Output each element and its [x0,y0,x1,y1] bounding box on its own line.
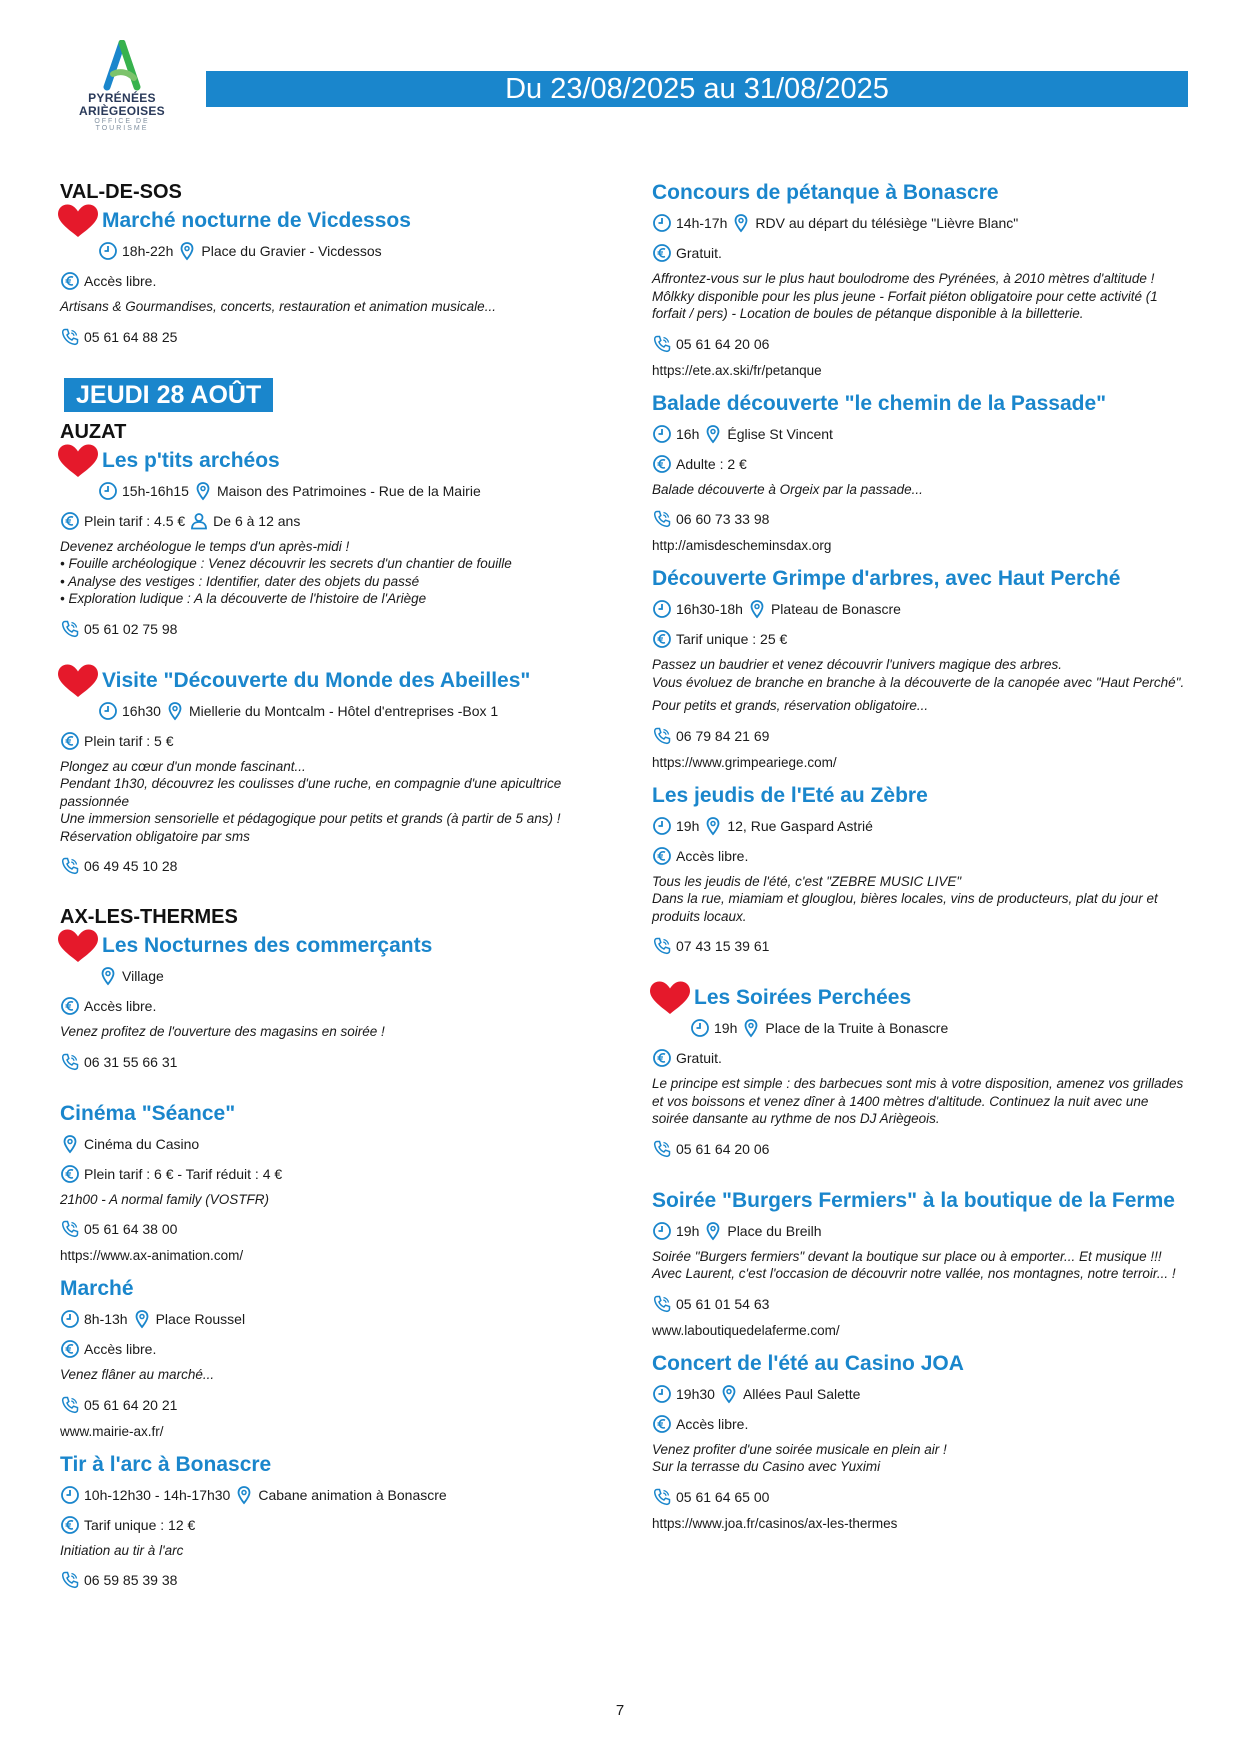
euro-icon [652,1048,672,1068]
right-column [652,178,1212,1542]
event-link[interactable]: www.mairie-ax.fr/ [60,1423,164,1439]
phone-icon [652,726,672,746]
description-line: passionnée [60,793,130,809]
event-title: Tir à l'arc à Bonascre [60,1452,272,1476]
phone-icon [652,1294,672,1314]
phone-icon [60,1395,80,1415]
event-place: Plateau de Bonascre [770,601,901,617]
location-pin-icon [703,816,723,836]
event-price: Gratuit. [676,245,722,261]
description-line: Une immersion sensorielle et pédagogique pour petits et grands (à partir de 5 ans) ! [60,811,561,826]
event-phone[interactable]: 07 43 15 39 61 [676,938,770,954]
description-line: forfait / pers) - Location de boules de pétanque disponible à la billetterie. [652,306,1084,321]
event-link[interactable]: http://amisdescheminsdax.org [652,538,832,553]
event-card [652,1349,1212,1536]
event-place: RDV au départ du télésiège "Lièvre Blanc" [755,215,1019,231]
date-heading: JEUDI 28 AOÛT [64,378,273,412]
event-price: Adulte : 2 € [676,455,747,472]
clock-icon [98,241,118,261]
event-phone[interactable]: 06 49 45 10 28 [84,858,178,874]
event-price: Accès libre. [676,1415,749,1432]
event-title: Soirée "Burgers Fermiers" à la boutique de la Ferme [652,1188,1175,1212]
event-description [60,538,620,608]
event-price: Accès libre. [676,847,749,864]
clock-icon [652,816,672,836]
event-title: Concert de l'été au Casino JOA [652,1351,964,1375]
date-range-banner: Du 23/08/2025 au 31/08/2025 [206,71,1188,107]
event-title: Les Soirées Perchées [694,986,912,1009]
description-line: Tous les jeudis de l'été, c'est "ZEBRE MUSIC LIVE" [652,873,962,889]
event-title: Marché [60,1277,134,1300]
description-line: Soirée "Burgers fermiers" devant la boutique sur place ou à emporter... Et musique !!! [652,1248,1162,1264]
event-place: Place du Gravier - Vicdessos [201,243,382,259]
phone-icon [60,1052,80,1072]
commune-heading: VAL-DE-SOS [60,181,182,203]
event-place: Place du Breilh [727,1222,822,1239]
event-price: Plein tarif : 4.5 € [84,512,186,529]
clock-icon [60,1485,80,1505]
event-description: Venez flâner au marché... [60,1367,215,1382]
euro-icon [60,996,80,1016]
location-pin-icon [703,424,723,444]
event-card [60,1450,620,1596]
clock-icon [98,701,118,721]
event-price: Gratuit. [676,1050,722,1066]
event-card [652,389,1212,559]
age-user-icon [189,511,209,531]
event-time: 10h-12h30 - 14h-17h30 [84,1486,231,1503]
event-description [652,1441,1212,1476]
event-card [60,446,620,644]
euro-icon [60,271,80,291]
location-pin-icon [703,1221,723,1241]
euro-icon [652,1414,672,1434]
euro-icon [652,243,672,263]
left-column [60,178,620,1601]
description-line: Môlkky disponible pour les plus jeune - Forfait piéton obligatoire pour cette activité (1 [652,288,1158,304]
event-description: Artisans & Gourmandises, concerts, restauration et animation musicale... [60,299,496,314]
event-description [652,1075,1212,1128]
phone-icon [60,856,80,876]
event-phone[interactable]: 05 61 64 20 06 [676,335,770,352]
clock-icon [652,424,672,444]
event-time: 19h [714,1020,738,1036]
event-title: Visite "Découverte du Monde des Abeilles" [102,668,531,692]
event-card [652,1186,1212,1343]
description-line: Venez profiter d'une soirée musicale en plein air ! [652,1441,947,1457]
event-description [652,270,1212,323]
description-line: Sur la terrasse du Casino avec Yuximi [652,1459,881,1474]
euro-icon [652,454,672,474]
event-phone[interactable]: 05 61 01 54 63 [676,1295,770,1312]
clock-icon [652,1221,672,1241]
event-card [60,931,620,1077]
event-description [652,873,1212,926]
event-phone[interactable]: 06 59 85 39 38 [84,1572,178,1588]
logo-line-3: OFFICE DE TOURISME [94,118,150,132]
event-description: 21h00 - A normal family (VOSTFR) [60,1191,270,1207]
event-place: Village [122,968,164,984]
favorite-heart-icon [56,663,100,699]
event-price: Accès libre. [84,998,157,1014]
event-phone[interactable]: 05 61 64 20 06 [676,1140,770,1157]
event-description: Venez profitez de l'ouverture des magasins en soirée ! [60,1024,385,1039]
description-line: et vos boissons et venez dîner à 1400 mètres d'altitude. Continuez la nuit avec une [652,1093,1149,1109]
favorite-heart-icon [56,203,100,239]
clock-icon [652,599,672,619]
phone-icon [60,1570,80,1590]
event-description: Pour petits et grands, réservation obligatoire... [652,698,929,713]
event-time: 15h-16h15 [122,482,189,499]
clock-icon [690,1018,710,1038]
logo-line-1: PYRÉNÉES [88,91,156,105]
event-phone[interactable]: 06 60 73 33 98 [676,511,770,527]
page-number: 7 [615,1702,625,1719]
event-link[interactable]: https://www.grimpeariege.com/ [652,754,837,770]
commune-heading: AUZAT [60,420,127,443]
event-phone[interactable]: 05 61 02 75 98 [84,620,178,637]
logo-mark-icon [99,40,145,92]
event-description [60,758,620,846]
description-line: • Exploration ludique : A la découverte de l'histoire de l'Ariège [60,591,427,606]
event-title: Balade découverte "le chemin de la Passade" [652,391,1107,415]
event-title: Les Nocturnes des commerçants [102,934,433,957]
event-phone[interactable]: 06 31 55 66 31 [84,1053,178,1070]
event-title: Concours de pétanque à Bonascre [652,181,999,204]
event-place: Miellerie du Montcalm - Hôtel d'entreprises -Box 1 [188,702,499,719]
event-age: De 6 à 12 ans [213,512,301,529]
location-pin-icon [165,701,185,721]
event-price: Tarif unique : 12 € [84,1516,196,1533]
event-description: Balade découverte à Orgeix par la passade... [652,481,923,497]
event-time: 8h-13h [84,1311,128,1327]
location-pin-icon [98,966,118,986]
event-place: Place Roussel [155,1311,246,1327]
event-description [652,1248,1212,1283]
event-time: 19h [676,817,700,834]
euro-icon [60,1164,80,1184]
event-description [652,656,1212,691]
event-card [652,564,1212,775]
description-line: • Analyse des vestiges : Identifier, dater des objets du passé [60,573,420,589]
event-card [652,983,1212,1164]
event-link[interactable]: www.laboutiquedelaferme.com/ [652,1322,840,1338]
description-line: Dans la rue, miamiam et glouglou, bières locales, vins de producteurs, plat du jour et [652,891,1158,906]
event-place: Cinéma du Casino [84,1135,200,1152]
commune-heading: AX-LES-THERMES [60,906,238,928]
event-place: Maison des Patrimoines - Rue de la Mairie [216,482,481,499]
event-card [652,781,1212,962]
clock-icon [652,1384,672,1404]
location-pin-icon [731,213,751,233]
event-price: Accès libre. [84,1341,157,1357]
event-description: Initiation au tir à l'arc [60,1542,184,1558]
event-link[interactable]: https://www.joa.fr/casinos/ax-les-thermes [652,1515,898,1531]
event-price: Plein tarif : 5 € [84,732,174,749]
description-line: Affrontez-vous sur le plus haut boulodrome des Pyrénées, à 2010 mètres d'altitude ! [652,271,1155,286]
phone-icon [652,1487,672,1507]
description-line: • Fouille archéologique : Venez découvrir les secrets d'un chantier de fouille [60,556,512,571]
event-title: Marché nocturne de Vicdessos [102,209,411,232]
event-place: Allées Paul Salette [742,1385,861,1402]
event-place: 12, Rue Gaspard Astrié [727,817,873,834]
clock-icon [98,481,118,501]
description-line: Vous évoluez de branche en branche à la découverte de la canopée avec "Haut Perché". [652,674,1185,690]
event-card [60,1274,620,1444]
event-time: 19h [676,1222,700,1239]
phone-icon [60,619,80,639]
clock-icon [652,213,672,233]
location-pin-icon [747,599,767,619]
phone-icon [652,334,672,354]
event-place: Cabane animation à Bonascre [258,1486,447,1503]
event-phone[interactable]: 05 61 64 20 21 [84,1396,178,1413]
euro-icon [60,511,80,531]
description-line: Réservation obligatoire par sms [60,828,250,844]
description-line: Plongez au cœur d'un monde fascinant... [60,758,306,774]
phone-icon [652,1139,672,1159]
description-line: produits locaux. [652,908,747,924]
phone-icon [652,509,672,529]
description-line: Le principe est simple : des barbecues sont mis à votre disposition, amenez vos grillades [652,1076,1184,1091]
event-price: Tarif unique : 25 € [676,631,788,647]
phone-icon [60,327,80,347]
euro-icon [652,629,672,649]
location-pin-icon [60,1134,80,1154]
event-price: Plein tarif : 6 € - Tarif réduit : 4 € [84,1165,283,1182]
location-pin-icon [132,1309,152,1329]
location-pin-icon [741,1018,761,1038]
event-title: Découverte Grimpe d'arbres, avec Haut Perché [652,567,1121,590]
event-link[interactable]: https://www.ax-animation.com/ [60,1248,244,1263]
event-phone[interactable]: 05 61 64 88 25 [84,328,178,345]
event-time: 16h [676,425,700,442]
favorite-heart-icon [56,443,100,479]
description-line: soirée dansante au rythme de nos DJ Ariègeois. [652,1111,940,1126]
event-time: 16h30-18h [676,601,743,617]
clock-icon [60,1309,80,1329]
event-title: Les p'tits archéos [102,448,280,472]
event-title: Les jeudis de l'Eté au Zèbre [652,783,928,807]
euro-icon [60,1515,80,1535]
euro-icon [652,846,672,866]
event-card [60,1099,620,1269]
description-line: Pendant 1h30, découvrez les coulisses d'une ruche, en compagnie d'une apicultrice [60,776,562,791]
event-card [60,666,620,882]
event-place: Église St Vincent [727,425,833,442]
event-card [60,206,620,352]
location-pin-icon [234,1485,254,1505]
description-line: Avec Laurent, c'est l'occasion de découvrir notre vallée, nos montagnes, notre terroir... ! [652,1266,1176,1281]
favorite-heart-icon [56,928,100,964]
event-phone[interactable]: 06 79 84 21 69 [676,727,770,744]
event-link[interactable]: https://ete.ax.ski/fr/petanque [652,362,822,378]
event-place: Place de la Truite à Bonascre [765,1020,949,1036]
logo [72,40,172,140]
favorite-heart-icon [648,980,692,1016]
event-title: Cinéma "Séance" [60,1101,236,1125]
event-price: Accès libre. [84,273,157,289]
description-line: Devenez archéologue le temps d'un après-midi ! [60,538,350,554]
logo-line-2: ARIÈGEOISES [79,104,165,118]
location-pin-icon [719,1384,739,1404]
event-time: 14h-17h [676,215,728,231]
event-time: 16h30 [122,702,161,719]
event-phone[interactable]: 05 61 64 65 00 [676,1488,770,1505]
event-time: 19h30 [676,1385,715,1402]
phone-icon [60,1219,80,1239]
event-time: 18h-22h [122,243,174,259]
event-card [652,178,1212,383]
euro-icon [60,731,80,751]
location-pin-icon [193,481,213,501]
event-phone[interactable]: 05 61 64 38 00 [84,1221,178,1237]
location-pin-icon [177,241,197,261]
euro-icon [60,1339,80,1359]
phone-icon [652,936,672,956]
description-line: Passez un baudrier et venez découvrir l'univers magique des arbres. [652,657,1063,672]
